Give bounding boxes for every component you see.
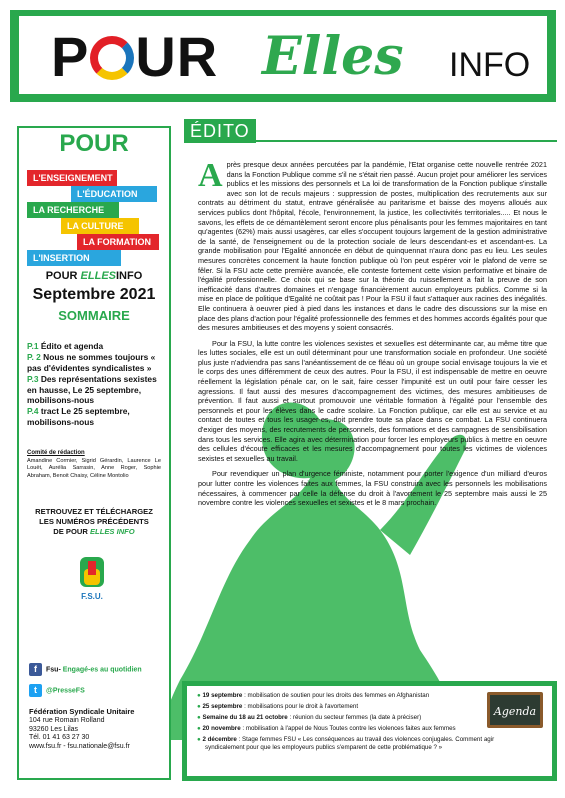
stripe-enseignement: L'ENSEIGNEMENT [27, 170, 117, 186]
agenda-box [182, 681, 557, 781]
edito-rule [256, 140, 557, 142]
edito-paragraph: Après presque deux années percutées par la pandémie, l'Etat organise cette nouvelle rentrée 2021 dans la Fonction Publique comme s'il ne s'était rien passé. Aucun projet pour améliorer les services publics et les missions des personnels et La loi de transformation de la Fonction publique s'installe avec son lot de reculs majeurs : suppression de postes, multiplication des recrutements aux sur contrats au détriment du statut, entrave généralisée au paritarisme et baisse des moyens alloués aux services publics dont l'hôpital, l'école, l'environnement, la justice, les collectivités territoriales..... Et nous le savons, les effets de ce démantèlement seront encore plus pénalisants pour les femmes majoritaires en tant qu'agentes (62%) mais aussi usagères, car elles s'occupent toujours largement de la gestion administrative de la santé, de l'enseignement ou de la protection sociale de leurs descendant-es et ascendant-es. La grande mobilisation pour l'Egalité annoncée en début de quinquennat n'aura donc pas eu lieu. Les seules mesures concrètes concernent la haute fonction publique où l'on peut espérer voir le plafond de verre se fêler. Si la FSU acte cette première avancée, elle conteste fortement cette vision performative et binaire de l'égalité professionnelle. Ce choix qui se base sur la théorie du ruissellement a fait la preuve de son inefficacité dans d'autres domaines et n'engage financièrement aucun employeurs publics. Comme si la mise en place de politique d'Egalité ne coûtait pas ! Pour la FSU il faut s'attaquer aux racines des inégalités. Elle continuera à oeuvrer pied à pied dans les instances et dans le cadre des discussions sur la mise en place des plans d'action pour l'égalité professionnelle des femmes et des hommes accords égalités pour que des mesures ambitieuses et des moyens y soient consacrés. [198, 157, 547, 333]
venus-o-icon [90, 36, 134, 80]
toc-item[interactable]: P. 2 Nous ne sommes toujours « pas d'évidentes syndicalistes » [27, 352, 156, 373]
toc-item[interactable]: P.3 Des représentations sexistes en hausse, Le 25 septembre, mobilisons-nous [27, 374, 157, 406]
stripe-education: L'ÉDUCATION [71, 186, 157, 202]
twitter-icon: t [29, 684, 42, 697]
edito-title: ÉDITO [190, 121, 250, 141]
address-title: Fédération Syndicale Unitaire [29, 707, 135, 716]
contact-links[interactable]: www.fsu.fr - fsu.nationale@fsu.fr [29, 742, 130, 750]
edito-paragraph: Pour revendiquer un plan d'urgence féministe, notamment pour porter l'exigence d'un milliard d'euros pour lutter contre les violences faites aux femmes, la FSU construira avec les personnels les mobilisations nécessaires, à commencer par celle la défense du droit à l'avortement le 25 septembre mais aussi le 25 novembre contre les violences sexuelles et sexistes et le 8 mars prochain. [198, 469, 547, 508]
missions-stripes [27, 170, 161, 266]
agenda-item: ● 2 décembre : Stage femmes FSU « Les conséquences au travail des violences conjugales. Comment agir syndicalement pour que les employeurs publics s'emparent de cette problématique ? » [197, 736, 495, 751]
sidebar-pour-title: POUR [59, 130, 129, 157]
facebook-link[interactable]: f Fsu- Engagé-es au quotidien [29, 663, 142, 676]
stripe-culture: LA CULTURE [61, 218, 139, 234]
agenda-list [197, 692, 497, 755]
logo-elles: Elles [262, 26, 404, 87]
twitter-link[interactable]: t @PresseFS [29, 684, 85, 697]
dropcap: A [198, 157, 223, 194]
toc-item[interactable]: P.4 tract Le 25 septembre, mobilisons-nous [27, 406, 130, 427]
masthead [10, 10, 556, 102]
comite-title: Comité de rédaction [27, 450, 85, 456]
edito-body [198, 157, 547, 514]
table-of-contents [27, 341, 163, 428]
fsu-logo-text: F.S.U. [81, 592, 103, 601]
comite-names: Amandine Cormier, Sigrid Gérardin, Laurence Le Louët, Aurélia Sarrasin, Anne Roger, Sophie Abraham, Benoit Chaisy, Céline Montolio [27, 458, 161, 479]
address-block: Fédération Syndicale Unitaire 104 rue Romain Rolland 93260 Les Lilas Tél. 01 41 63 27 30 www.fsu.fr - fsu.nationale@fsu.fr [29, 707, 135, 750]
agenda-item: ● 20 novembre : mobilisation à l'appel de Nous Toutes contre les violences faites aux femmes [197, 725, 456, 732]
facebook-icon: f [29, 663, 42, 676]
sidebar [17, 126, 171, 780]
stripe-insertion: L'INSERTION [27, 250, 121, 266]
archive-notice[interactable]: RETROUVEZ ET TÉLÉCHARGEZ LES NUMÉROS PRÉCÉDENTS DE POUR ELLES INFO [35, 507, 153, 536]
toc-item[interactable]: P.1 Édito et agenda [27, 341, 104, 351]
agenda-item: ● Semaine du 18 au 21 octobre : réunion du secteur femmes (la date à préciser) [197, 714, 422, 721]
fsu-logo [74, 555, 110, 605]
masthead-inner [19, 16, 547, 94]
stripe-formation: LA FORMATION [77, 234, 159, 250]
agenda-item: ● 19 septembre : mobilisation de soutien pour les droits des femmes en Afghanistan [197, 692, 430, 699]
magazine-name: POUR ELLESINFO [45, 270, 143, 282]
stripe-recherche: LA RECHERCHE [27, 202, 119, 218]
logo-info: INFO [449, 46, 531, 84]
edito-paragraph: Pour la FSU, la lutte contre les violences sexistes et sexuelles est déterminante car, au même titre que les luttes sociales, elle est un outil déterminant pour une transformation sociale en profondeur. Une société plus juste n'adviendra pas sans l'anéantissement de ce fléau où un groupe social envisage toujours la vie et le corps des unes différemment de ceux des autres. Pour la FSU, il est indispensable de mettre en oeuvre réellement la législation pénale car, on le sait, faire cesser l'impunité est un outil pour faire cesser les agressions. Il faut aussi des mesures d'accompagnement des victimes, des mesures ambitieuses de prévention. Il faut aussi et surtout promouvoir une véritable formation à l'égalité pour l'ensemble des personnels et pour les élèves dans le cadre scolaire. La Fonction publique, car elle est au service et au contact de toutes et tous les usager-es, doit prendre toute sa place dans ce combat. La FSU continuera d'exiger des moyens, des recrutements de personnels, des formations et des campagnes de sensibilisation dans tous les services. Elle agira avec détermination pour forcer les employeurs publics à mettre en oeuvre des cellules d'écoute efficaces et les mesures d'accompagnement pour toutes les victimes de violences sexistes et sexuelles au travail. [198, 338, 547, 463]
sommaire-title: SOMMAIRE [58, 308, 130, 323]
agenda-item: ● 25 septembre : mobilisations pour le droit à l'avortement [197, 703, 359, 710]
agenda-inner [187, 686, 552, 776]
issue-month: Septembre 2021 [32, 286, 156, 303]
agenda-board-icon: Agenda [487, 692, 543, 728]
logo-pour: P UR [51, 25, 219, 88]
